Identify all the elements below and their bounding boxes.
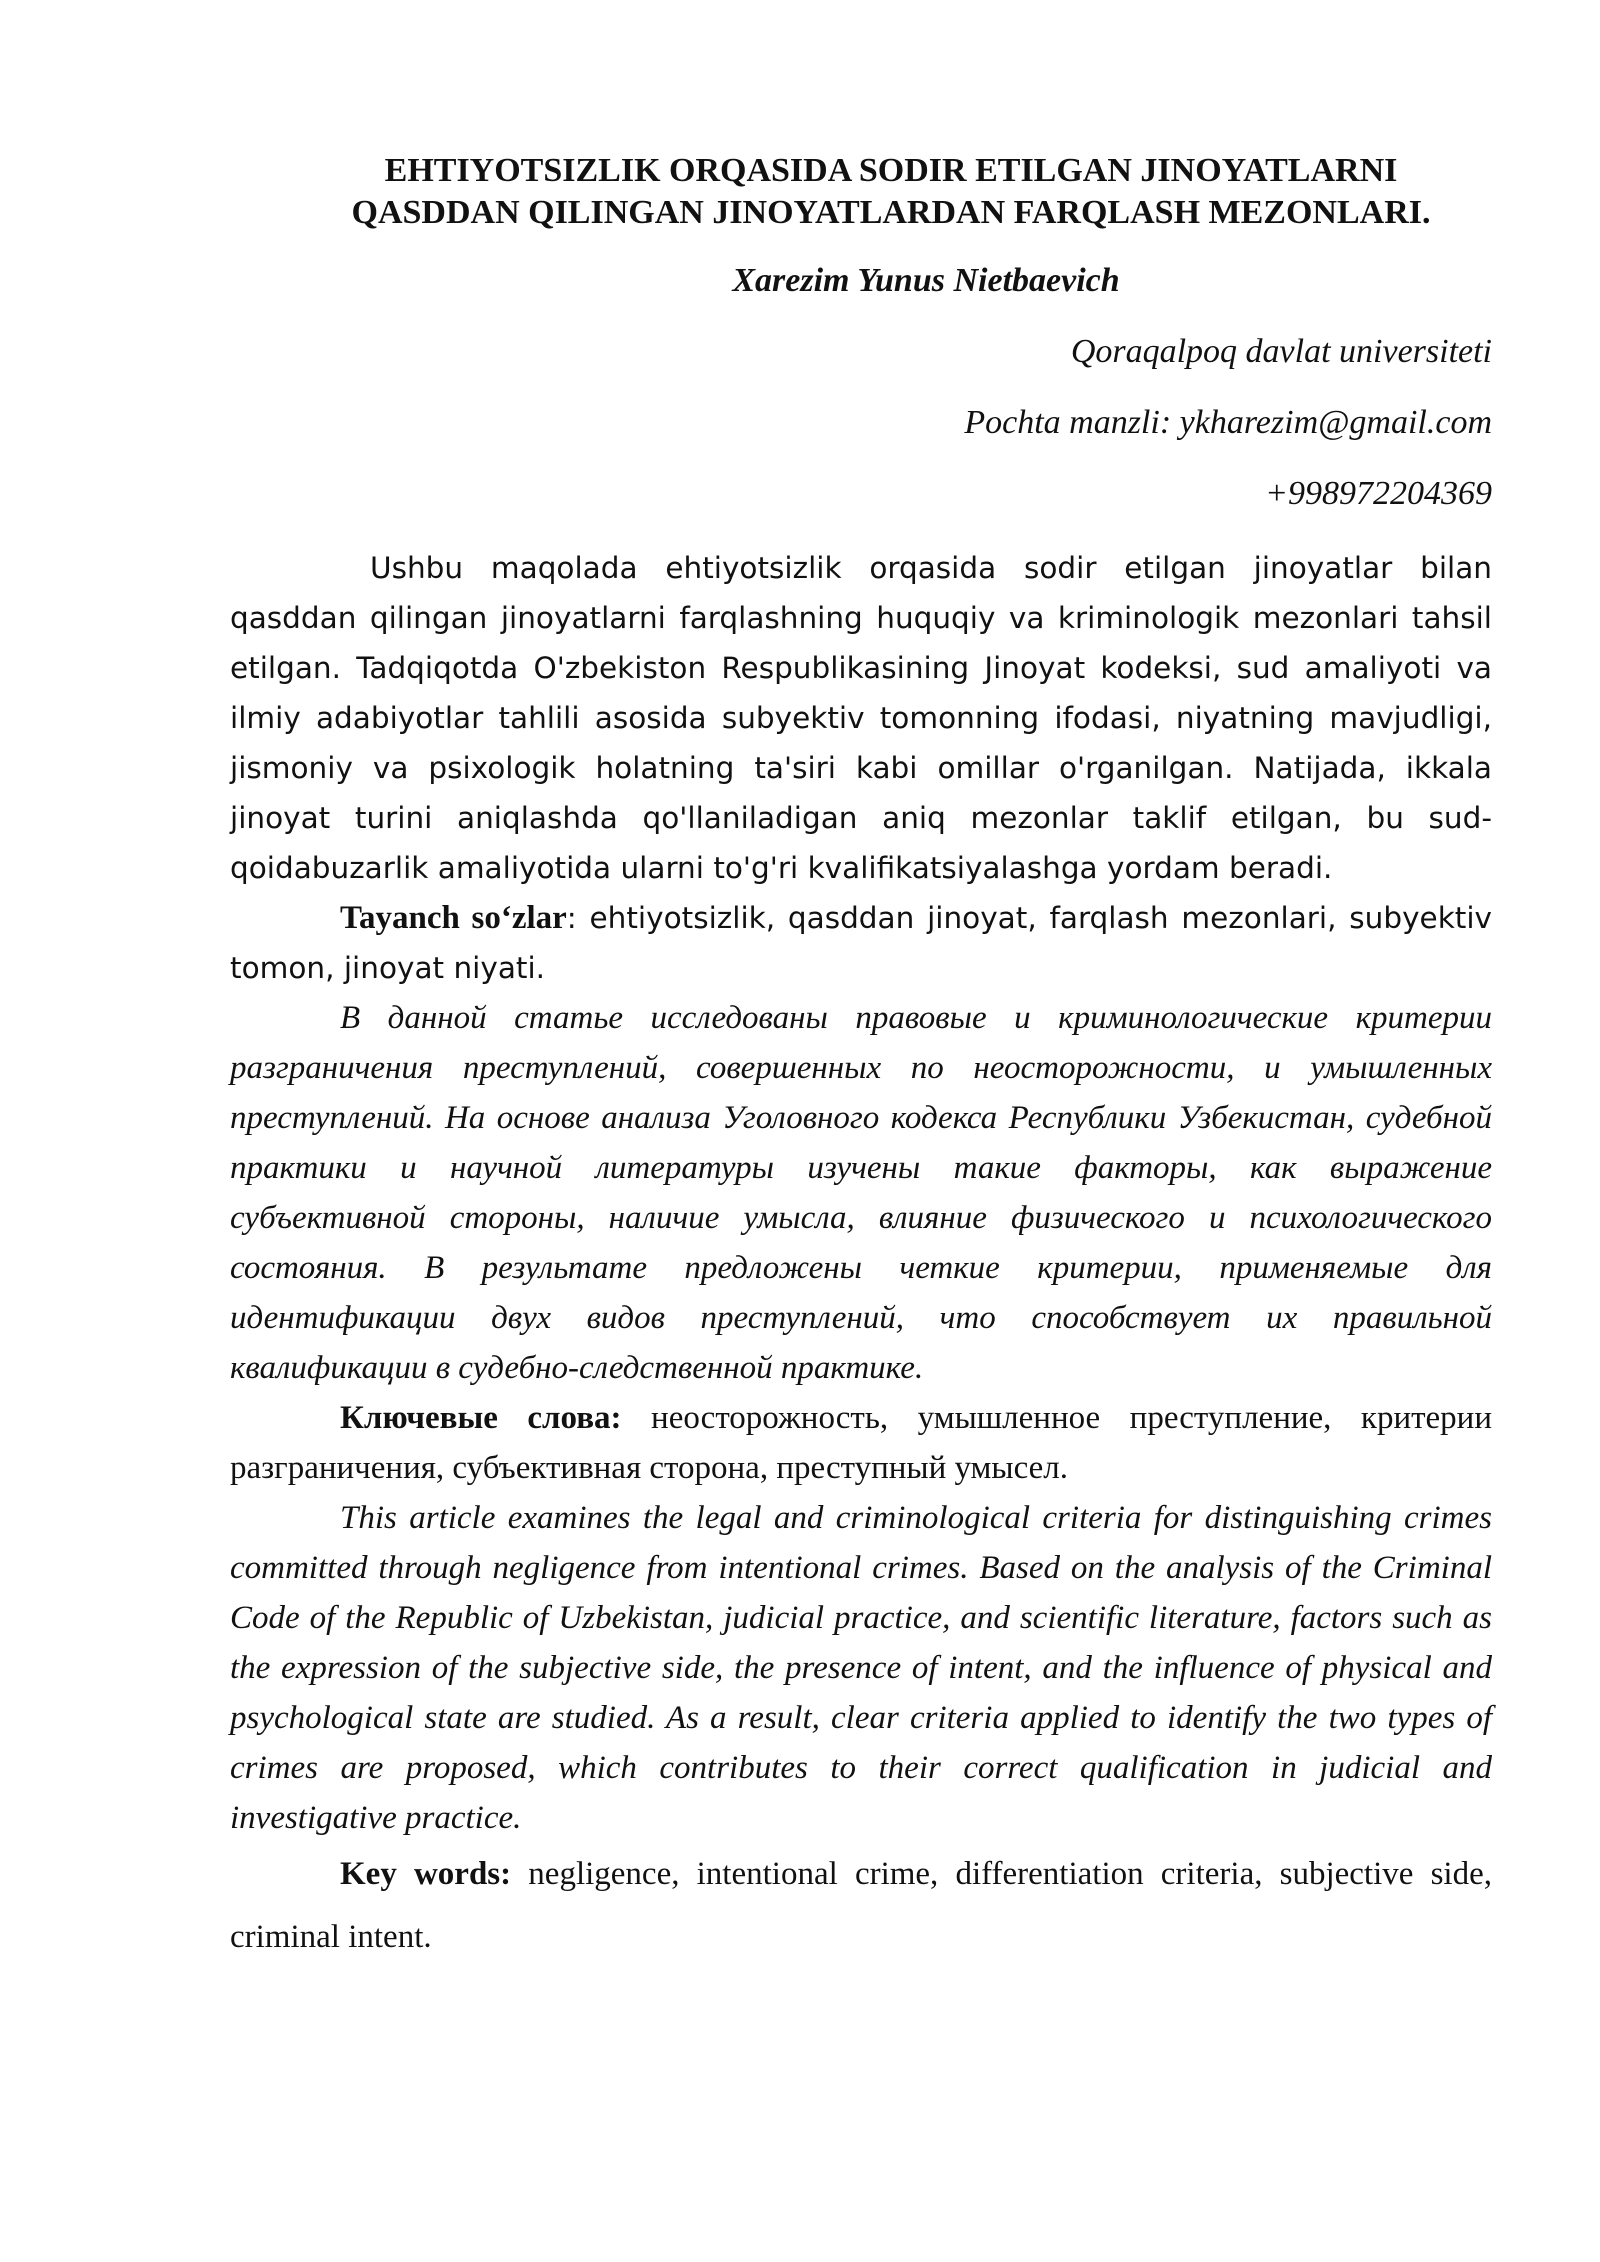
- keywords-russian-text: неосторожность, умышленное преступление, критерии разграничения, субъективная сторона, преступный умысел.: [230, 1400, 1492, 1486]
- keywords-english: [230, 1843, 1492, 1969]
- abstract-uzbek: Ushbu maqolada ehtiyotsizlik orqasida sodir etilgan jinoyatlar bilan qasddan qilingan jinoyatlarni farqlashning huquqiy va kriminologik mezonlari tahsil etilgan. Tadqiqotda O'zbekiston Respublikasining Jinoyat kodeksi, sud amaliyoti va ilmiy adabiyotlar tahlili asosida subyektiv tomonning ifodasi, niyatning mavjudligi, jismoniy va psixologik holatning ta'siri kabi omillar o'rganilgan. Natijada, ikkala jinoyat turini aniqlashda qo'llaniladigan aniq mezonlar taklif etilgan, bu sud-qoidabuzarlik amaliyotida ularni to'g'ri kvalifikatsiyalashga yordam beradi.: [230, 551, 1492, 885]
- keywords-russian-label: Ключевые слова:: [340, 1400, 622, 1436]
- article-title-line-2: QASDDAN QILINGAN JINOYATLARDAN FARQLASH MEZONLARI.: [351, 194, 1431, 231]
- author-affiliation: Qoraqalpoq davlat universiteti: [1070, 333, 1492, 370]
- abstract-english: This article examines the legal and criminological criteria for distinguishing crimes committed through negligence from intentional crimes. Based on the analysis of the Criminal Code of the Republic of Uzbekistan, judicial practice, and scientific literature, factors such as the expression of the subjective side, the presence of intent, and the influence of physical and psychological state are studied. As a result, clear criteria applied to identify the two types of crimes are proposed, which contributes to their correct qualification in judicial and investigative practice.: [230, 1500, 1492, 1836]
- article-title-line-1: EHTIYOTSIZLIK ORQASIDA SODIR ETILGAN JINOYATLARNI: [384, 152, 1398, 189]
- author-name: Xarezim Yunus Nietbaevich: [732, 262, 1120, 299]
- keywords-uzbek-text: : ehtiyotsizlik, qasddan jinoyat, farqlash mezonlari, subyektiv tomon, jinoyat niyati.: [230, 901, 1492, 985]
- author-email: Pochta manzli: ykharezim@gmail.com: [964, 404, 1492, 441]
- keywords-russian: [230, 1393, 1492, 1493]
- keywords-uzbek-label: Tayanch so‘zlar: [340, 900, 567, 936]
- abstract-russian: В данной статье исследованы правовые и криминологические критерии разграничения преступлений, совершенных по неосторожности, и умышленных преступлений. На основе анализа Уголовного кодекса Республики Узбекистан, судебной практики и научной литературы изучены такие факторы, как выражение субъективной стороны, наличие умысла, влияние физического и психологического состояния. В результате предложены четкие критерии, применяемые для идентификации двух видов преступлений, что способствует их правильной квалификации в судебно-следственной практике.: [230, 1000, 1492, 1386]
- article-title: [230, 150, 1492, 234]
- document-page: [230, 150, 1492, 1969]
- keywords-english-label: Key words:: [340, 1856, 512, 1892]
- author-phone: +998972204369: [1265, 475, 1492, 512]
- keywords-english-text: negligence, intentional crime, differentiation criteria, subjective side, criminal intent.: [230, 1856, 1492, 1955]
- keywords-uzbek: [230, 893, 1492, 993]
